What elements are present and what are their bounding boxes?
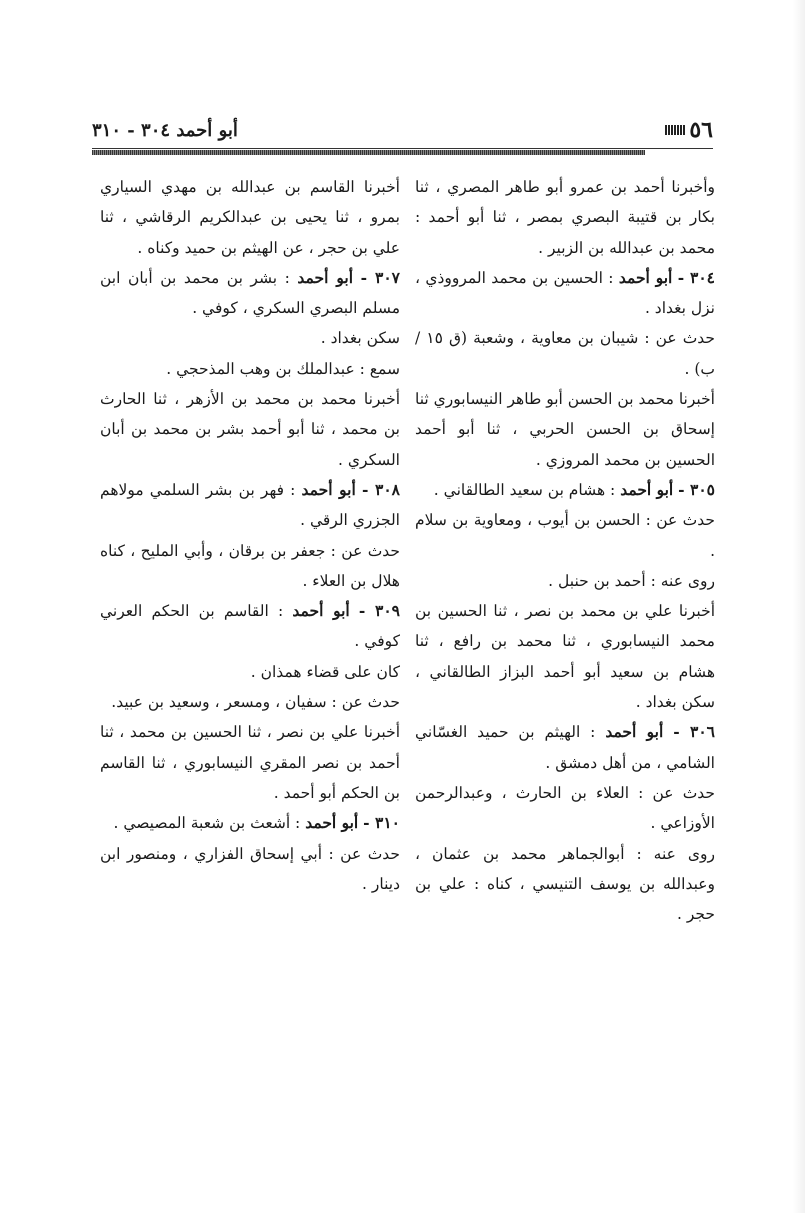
entry-text: : هشام بن سعيد الطالقاني . xyxy=(433,480,616,499)
running-title: أبو أحمد ٣٠٤ - ٣١٠ xyxy=(92,119,238,141)
header-rule xyxy=(92,150,645,155)
paragraph: سكن بغداد . xyxy=(320,329,400,348)
entry-heading xyxy=(415,717,715,778)
page-number xyxy=(665,117,713,143)
paragraph: حدث عن : أبي إسحاق الفزاري ، ومنصور ابن دينار . xyxy=(100,844,400,893)
paragraph: حدث عن : الحسن بن أيوب ، ومعاوية بن سلام . xyxy=(415,511,715,560)
left-column xyxy=(100,172,400,899)
paragraph: أخبرنا محمد بن محمد بن الأزهر ، ثنا الحارث بن محمد ، ثنا أبو أحمد بشر بن محمد بن أبان السكري . xyxy=(100,390,400,469)
page-edge-shadow xyxy=(793,0,805,1213)
entry-text: : بشر بن محمد بن أبان ابن مسلم البصري السكري ، كوفي . xyxy=(100,268,400,318)
paragraph: أخبرنا علي بن محمد بن نصر ، ثنا الحسين بن محمد النيسابوري ، ثنا محمد بن رافع ، ثنا هشام بن سعيد أبو أحمد البزاز الطالقاني ، سكن بغداد . xyxy=(415,602,715,712)
header-rule-line xyxy=(92,148,713,149)
entry-text: : أشعث بن شعبة المصيصي . xyxy=(113,814,301,833)
page-number-value: ٥٦ xyxy=(689,117,713,143)
entry-number: ٣٠٨ - xyxy=(361,479,400,499)
entry-number: ٣٠٥ - xyxy=(678,479,715,499)
entry-name: أبو أحمد xyxy=(620,479,674,499)
entry-heading xyxy=(100,475,400,536)
page-header xyxy=(92,112,713,148)
paragraph: وأخبرنا أحمد بن عمرو أبو طاهر المصري ، ثنا بكار بن قتيبة البصري بمصر ، ثنا أبو أحمد : محمد بن عبدالله بن الزبير . xyxy=(415,178,715,257)
right-column xyxy=(415,172,715,929)
entry-name: أبو أحمد xyxy=(618,267,673,287)
entry-number: ٣٠٦ - xyxy=(673,722,715,742)
entry-heading xyxy=(415,475,715,505)
entry-heading xyxy=(100,808,400,838)
entry-heading xyxy=(415,263,715,324)
paragraph: روى عنه : أحمد بن حنبل . xyxy=(548,571,715,590)
entry-number: ٣٠٤ - xyxy=(677,267,715,287)
entry-text: : فهر بن بشر السلمي مولاهم الجزري الرقي . xyxy=(100,480,400,530)
entry-name: أبو أحمد xyxy=(301,479,356,499)
entry-name: أبو أحمد xyxy=(605,722,664,742)
paragraph: أخبرنا علي بن نصر ، ثنا الحسين بن محمد ، ثنا أحمد بن نصر المقري النيسابوري ، ثنا القاسم بن الحكم أبو أحمد . xyxy=(100,723,400,802)
entry-number: ٣١٠ - xyxy=(363,813,400,833)
entry-text: : الهيثم بن حميد الغسّاني الشامي ، من أهل دمشق . xyxy=(415,723,715,772)
entry-name: أبو أحمد xyxy=(297,267,354,287)
paragraph: حدث عن : شيبان بن معاوية ، وشعبة (ق ١٥ / ب) . xyxy=(415,329,715,378)
entry-name: أبو أحمد xyxy=(292,601,350,621)
paragraph: حدث عن : جعفر بن برقان ، وأبي المليح ، كناه هلال بن العلاء . xyxy=(100,541,400,590)
entry-heading xyxy=(100,596,400,657)
paragraph: سمع : عبدالملك بن وهب المذحجي . xyxy=(166,359,400,378)
paragraph: كان على قضاء همذان . xyxy=(250,662,400,681)
paragraph: حدث عن : سفيان ، ومسعر ، وسعيد بن عبيد. xyxy=(111,693,400,712)
entry-text: : الحسين بن محمد المرووذي ، نزل بغداد . xyxy=(415,268,715,318)
entry-number: ٣٠٧ - xyxy=(360,267,400,287)
entry-number: ٣٠٩ - xyxy=(358,601,400,621)
paragraph: حدث عن : العلاء بن الحارث ، وعبدالرحمن الأوزاعي . xyxy=(415,783,715,833)
entry-text: : القاسم بن الحكم العرني كوفي . xyxy=(100,602,400,651)
entry-name: أبو أحمد xyxy=(305,813,359,833)
paragraph: أخبرنا محمد بن الحسن أبو طاهر النيسابوري ثنا إسحاق بن الحسن الحربي ، ثنا أبو أحمد الحسين بن محمد المروزي . xyxy=(415,390,715,469)
entry-heading xyxy=(100,263,400,324)
paragraph: روى عنه : أبوالجماهر محمد بن عثمان ، وعبدالله بن يوسف التنيسي ، كناه : علي بن حجر . xyxy=(415,844,715,924)
page-number-ornament xyxy=(665,125,685,135)
paragraph: أخبرنا القاسم بن عبدالله بن مهدي السياري بمرو ، ثنا يحيى بن عبدالكريم الرقاشي ، ثنا علي بن حجر ، عن الهيثم بن حميد وكناه . xyxy=(100,178,400,257)
